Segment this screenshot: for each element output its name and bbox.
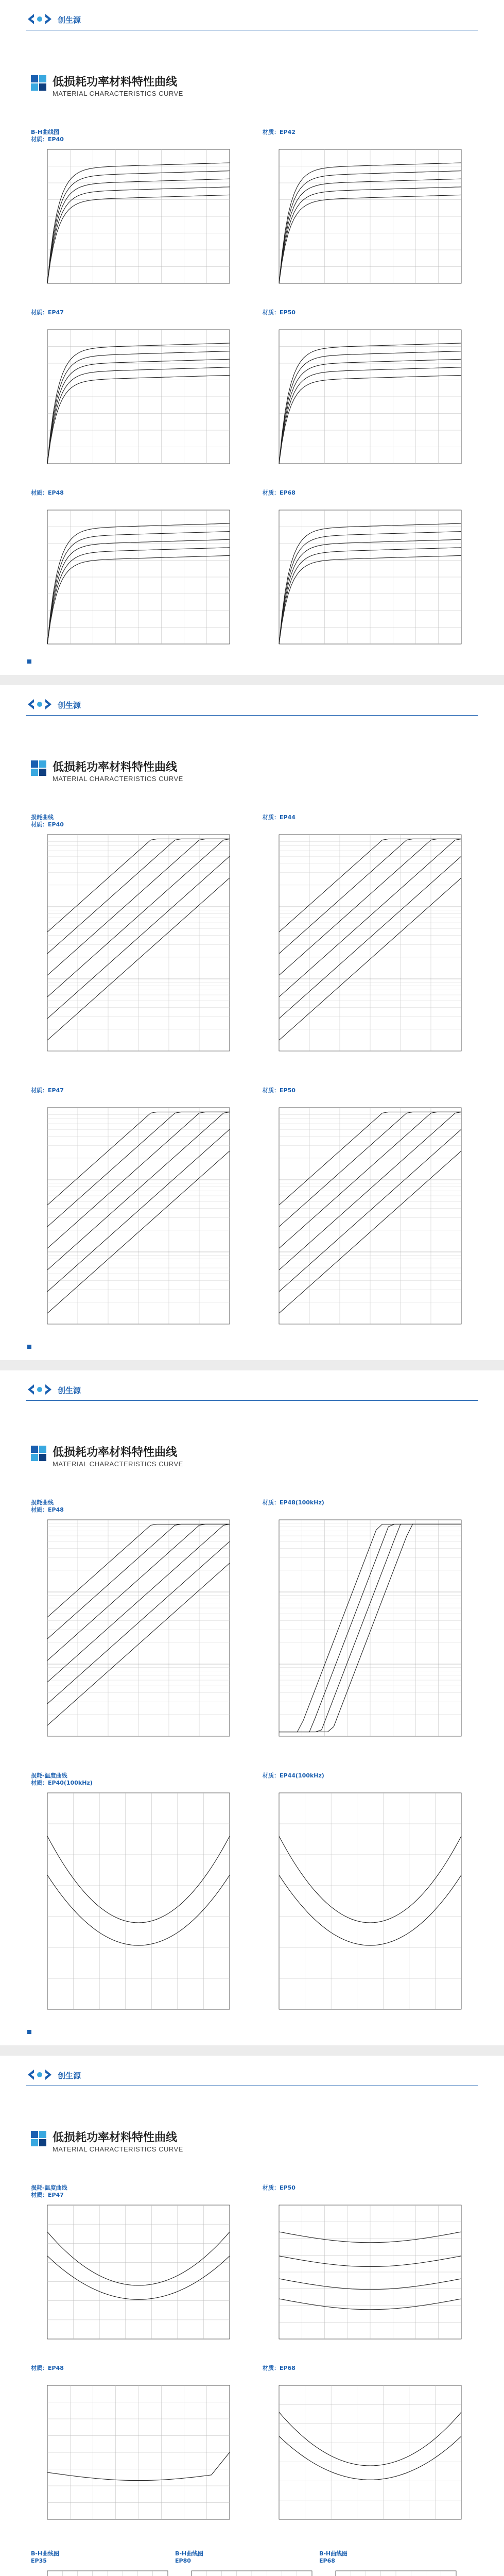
chart-title: 材质：EP68 — [263, 489, 296, 496]
chart-title: 材质：EP47 — [31, 309, 64, 316]
chart — [263, 1087, 468, 1343]
plot-frame — [279, 1793, 461, 2009]
section-title: 低损耗功率材料特性曲线 — [53, 761, 178, 774]
chart-plot — [263, 326, 468, 480]
plot-frame — [47, 1793, 230, 2009]
chart — [263, 489, 468, 663]
chart-plot — [319, 2567, 463, 2576]
chart — [31, 489, 237, 663]
page-footer — [26, 658, 478, 666]
chart-plot — [31, 506, 237, 660]
chart-title: 损耗曲线 材质：EP40 — [31, 814, 64, 828]
section-heading — [31, 72, 473, 103]
page-header — [26, 1380, 478, 1401]
chart-plot — [31, 145, 237, 300]
section-block-icon — [31, 2131, 46, 2150]
chart — [31, 2365, 237, 2538]
page-footer — [26, 1344, 478, 1351]
brand-logo-icon — [26, 2068, 54, 2081]
chart-title: 材质：EP48 — [31, 489, 64, 496]
chart-title: 材质：EP42 — [263, 129, 296, 135]
chart — [31, 2184, 237, 2358]
chart — [263, 129, 468, 302]
section-heading — [31, 1443, 473, 1473]
section-subtitle: MATERIAL CHARACTERISTICS CURVE — [53, 775, 183, 783]
chart-title: 材质：EP47 — [31, 1087, 64, 1094]
chart-title: 材质：EP48(100kHz) — [263, 1499, 324, 1506]
brand-name: 创生源 — [58, 15, 81, 25]
section-heading — [31, 2128, 473, 2159]
chart-title: B-H曲线图 EP80 — [175, 2550, 204, 2564]
section-block-icon — [31, 75, 46, 95]
page — [0, 1370, 504, 2045]
section-subtitle: MATERIAL CHARACTERISTICS CURVE — [53, 2145, 183, 2153]
chart-plot — [31, 2567, 175, 2576]
section-title: 低损耗功率材料特性曲线 — [53, 76, 178, 89]
chart-plot — [263, 2201, 468, 2355]
chart — [31, 814, 237, 1070]
chart-title: 材质：EP50 — [263, 1087, 296, 1094]
chart-title: 材质：EP44(100kHz) — [263, 1772, 324, 1779]
chart — [31, 1772, 237, 2028]
chart-plot — [263, 506, 468, 660]
page-header — [26, 694, 478, 716]
chart-plot — [31, 2381, 237, 2536]
page-header — [26, 2065, 478, 2086]
chart-plot — [175, 2567, 319, 2576]
chart — [263, 1772, 468, 2028]
chart-title: B-H曲线图 EP35 — [31, 2550, 60, 2564]
chart-plot — [263, 145, 468, 300]
page — [0, 2056, 504, 2576]
section-title: 低损耗功率材料特性曲线 — [53, 1446, 178, 1459]
section-block-icon — [31, 760, 46, 780]
chart-title: 材质：EP68 — [263, 2365, 296, 2371]
chart-title: 损耗曲线 材质：EP48 — [31, 1499, 64, 1513]
chart — [31, 1087, 237, 1343]
page-footer — [26, 2029, 478, 2036]
brand-logo-icon — [26, 698, 54, 711]
chart — [31, 129, 237, 302]
chart-plot — [31, 1104, 237, 1341]
chart — [263, 1499, 468, 1755]
chart-title: 材质：EP48 — [31, 2365, 64, 2371]
chart-plot — [31, 326, 237, 480]
brand-name: 创生源 — [58, 701, 81, 710]
chart-title: 损耗-温度曲线 材质：EP40(100kHz) — [31, 1772, 93, 1786]
footer-square-icon — [27, 1345, 31, 1349]
chart — [319, 2550, 463, 2576]
chart-title: B-H曲线图 EP68 — [319, 2550, 348, 2564]
chart — [263, 2184, 468, 2358]
chart-plot — [263, 1104, 468, 1341]
chart — [263, 2365, 468, 2538]
chart — [31, 1499, 237, 1755]
chart-title: B-H曲线图 材质：EP40 — [31, 129, 64, 143]
chart-plot — [263, 1516, 468, 1753]
section-title: 低损耗功率材料特性曲线 — [53, 2131, 178, 2144]
chart-title: 材质：EP50 — [263, 309, 296, 316]
chart-title: 损耗-温度曲线 材质：EP47 — [31, 2184, 67, 2198]
section-subtitle: MATERIAL CHARACTERISTICS CURVE — [53, 1460, 183, 1468]
page — [0, 0, 504, 675]
footer-square-icon — [27, 659, 31, 664]
chart-plot — [31, 1789, 237, 2026]
chart-plot — [31, 2201, 237, 2355]
chart-plot — [263, 831, 468, 1067]
plot-frame — [47, 2205, 230, 2339]
page-header — [26, 9, 478, 30]
section-subtitle: MATERIAL CHARACTERISTICS CURVE — [53, 90, 183, 97]
section-block-icon — [31, 1446, 46, 1465]
chart-plot — [263, 1789, 468, 2026]
brand-logo-icon — [26, 1383, 54, 1396]
brand-logo-icon — [26, 12, 54, 26]
chart-title: 材质：EP50 — [263, 2184, 296, 2191]
plot-frame — [279, 2385, 461, 2519]
brand-name: 创生源 — [58, 2071, 81, 2080]
page — [0, 685, 504, 1360]
chart — [31, 2550, 175, 2576]
chart-plot — [263, 2381, 468, 2536]
chart-title: 材质：EP44 — [263, 814, 296, 821]
chart — [31, 309, 237, 482]
chart — [263, 814, 468, 1070]
brand-name: 创生源 — [58, 1386, 81, 1395]
chart — [263, 309, 468, 482]
chart-plot — [31, 831, 237, 1067]
chart — [175, 2550, 319, 2576]
footer-square-icon — [27, 2030, 31, 2034]
section-heading — [31, 757, 473, 788]
chart-plot — [31, 1516, 237, 1753]
